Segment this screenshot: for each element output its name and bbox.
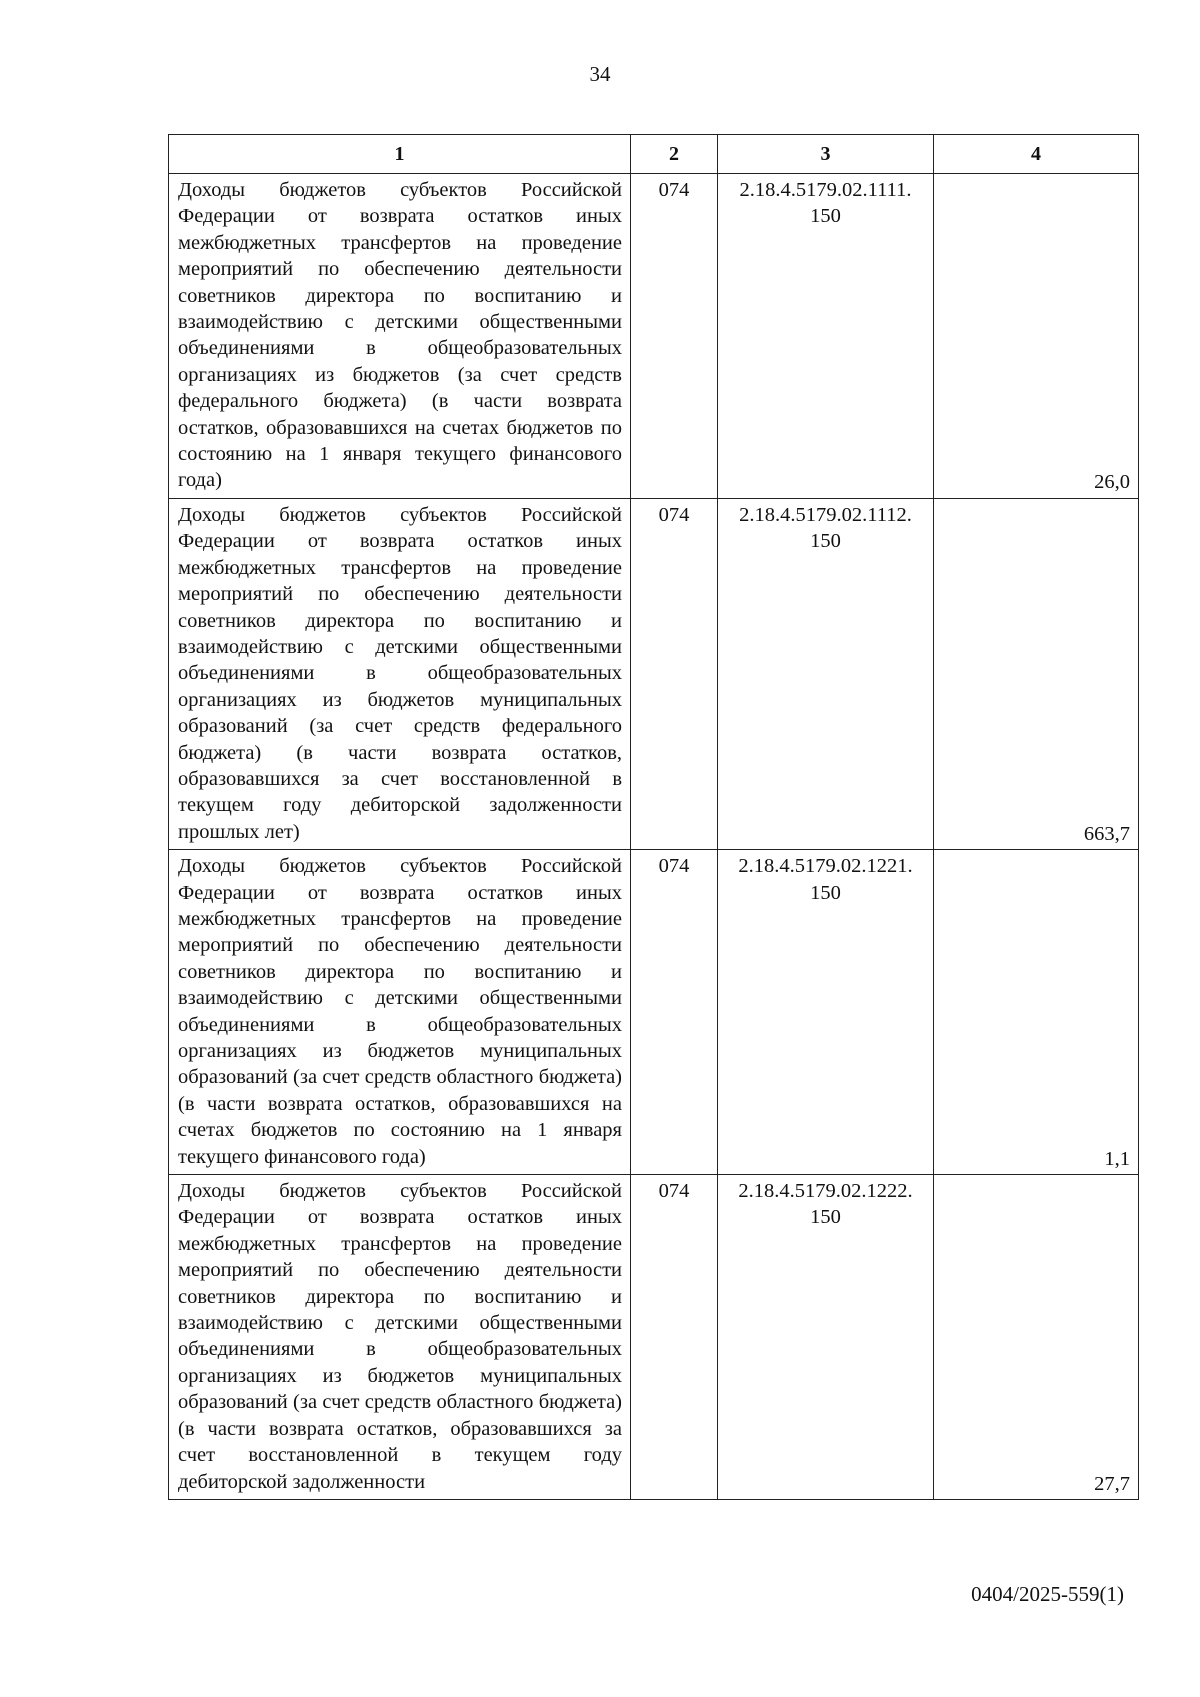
- budget-classification-code: 2.18.4.5179.02.1112. 150: [718, 498, 934, 849]
- column-header-3: 3: [718, 135, 934, 174]
- income-description: Доходы бюджетов субъектов Российской Федерации от возврата остатков иных межбюджетных трансфертов на проведение мероприятий по обеспечению деятельности советников директора по воспитанию и взаимодействию с детскими общественными объединениями в общеобразовательных организациях из бюджетов муниципальных образований (за счет средств федерального бюджета) (в части возврата остатков, образовавшихся за счет восстановленной в текущем году дебиторской задолженности прошлых лет): [169, 498, 631, 849]
- table-row: [169, 174, 1139, 499]
- column-header-4: 4: [934, 135, 1139, 174]
- income-description: Доходы бюджетов субъектов Российской Федерации от возврата остатков иных межбюджетных трансфертов на проведение мероприятий по обеспечению деятельности советников директора по воспитанию и взаимодействию с детскими общественными объединениями в общеобразовательных организациях из бюджетов муниципальных образований (за счет средств областного бюджета) (в части возврата остатков, образовавшихся за счет восстановленной в текущем году дебиторской задолженности: [169, 1175, 631, 1500]
- amount-value: 663,7: [934, 498, 1139, 849]
- amount-value: 26,0: [934, 174, 1139, 499]
- table-row: [169, 1175, 1139, 1500]
- table-header-row: [169, 135, 1139, 174]
- income-description: Доходы бюджетов субъектов Российской Федерации от возврата остатков иных межбюджетных трансфертов на проведение мероприятий по обеспечению деятельности советников директора по воспитанию и взаимодействию с детскими общественными объединениями в общеобразовательных организациях из бюджетов (за счет средств федерального бюджета) (в части возврата остатков, образовавшихся на счетах бюджетов по состоянию на 1 января текущего финансового года): [169, 174, 631, 499]
- column-header-2: 2: [631, 135, 718, 174]
- administrator-code: 074: [631, 850, 718, 1175]
- income-description: Доходы бюджетов субъектов Российской Федерации от возврата остатков иных межбюджетных трансфертов на проведение мероприятий по обеспечению деятельности советников директора по воспитанию и взаимодействию с детскими общественными объединениями в общеобразовательных организациях из бюджетов муниципальных образований (за счет средств областного бюджета) (в части возврата остатков, образовавшихся на счетах бюджетов по состоянию на 1 января текущего финансового года): [169, 850, 631, 1175]
- administrator-code: 074: [631, 174, 718, 499]
- administrator-code: 074: [631, 498, 718, 849]
- page-number: 34: [589, 62, 611, 86]
- document-registration-number: 0404/2025-559(1): [971, 1582, 1124, 1606]
- administrator-code: 074: [631, 1175, 718, 1500]
- budget-classification-code: 2.18.4.5179.02.1111. 150: [718, 174, 934, 499]
- column-header-1: 1: [169, 135, 631, 174]
- table-row: [169, 850, 1139, 1175]
- budget-classification-code: 2.18.4.5179.02.1222. 150: [718, 1175, 934, 1500]
- table-row: [169, 498, 1139, 849]
- budget-classification-code: 2.18.4.5179.02.1221. 150: [718, 850, 934, 1175]
- amount-value: 1,1: [934, 850, 1139, 1175]
- amount-value: 27,7: [934, 1175, 1139, 1500]
- budget-table: [168, 134, 1139, 1500]
